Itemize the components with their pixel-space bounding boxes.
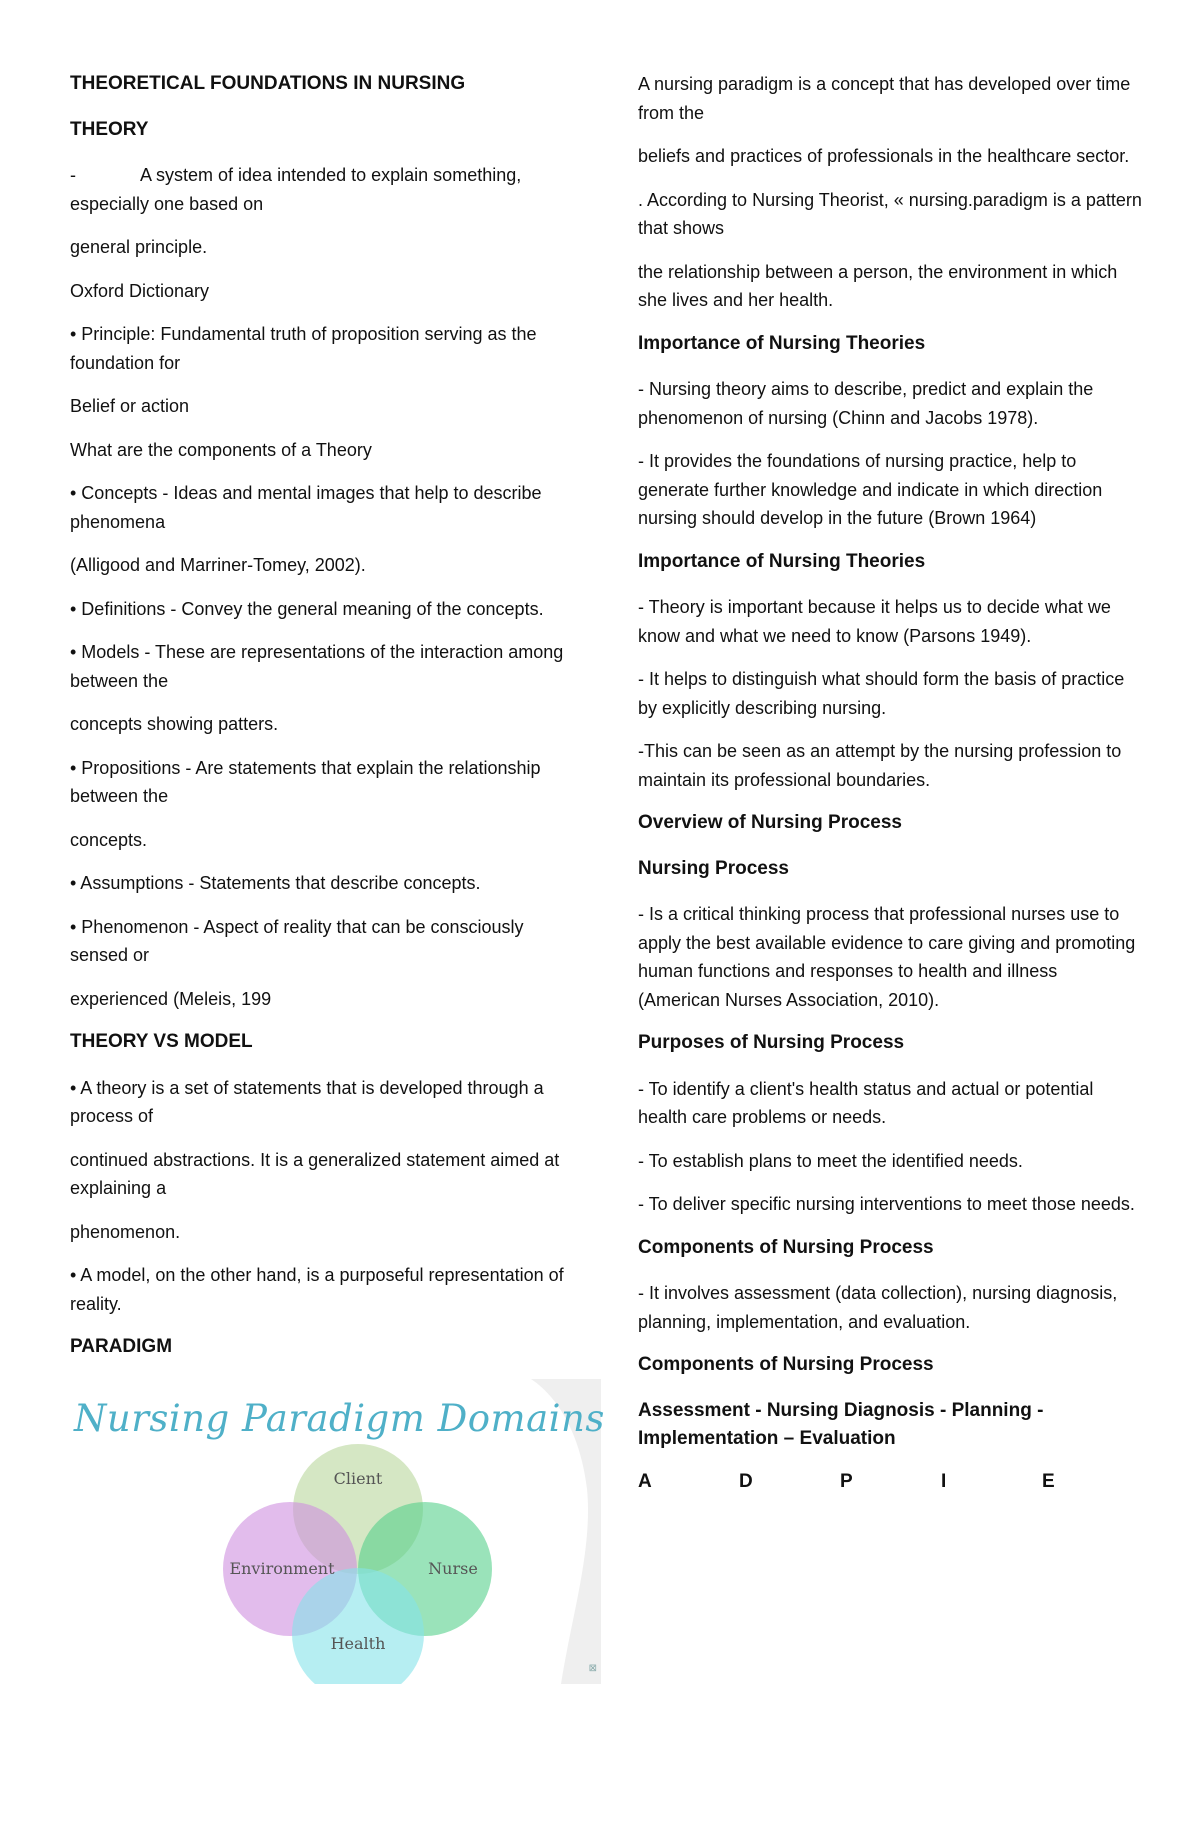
theory-vs-model-heading: THEORY VS MODEL: [70, 1031, 253, 1052]
components-heading-2: Components of Nursing Process: [638, 1354, 934, 1375]
theory-definition-text: A system of idea intended to explain something, especially one based on: [70, 165, 522, 214]
document-title: THEORETICAL FOUNDATIONS IN NURSING: [70, 73, 466, 94]
paragraph-general-principle: general principle.: [70, 237, 208, 257]
paragraph-theorist: . According to Nursing Theorist, « nursing.paradigm is a pattern that shows: [638, 189, 1142, 238]
paragraph-continued: continued abstractions. It is a generalized statement aimed at explaining a: [70, 1149, 560, 1198]
venn-label-health: Health: [330, 1633, 386, 1653]
adpie-row: [638, 1471, 1143, 1493]
paragraph-belief: Belief or action: [70, 396, 190, 416]
paragraph-importance-2: - It provides the foundations of nursing practice, help to generate further knowledge and indicate in which direction nursing should develop in the future (Brown 1964): [638, 451, 1103, 528]
venn-label-environment: Environment: [229, 1558, 335, 1578]
paragraph-nursing-process: - Is a critical thinking process that professional nurses use to apply the best available evidence to care giving and promoting human functions and responses to health and illness (American Nurses Association, 2010).: [638, 904, 1136, 1010]
paradigm-heading: PARADIGM: [70, 1336, 173, 1357]
paragraph-alligood: (Alligood and Marriner-Tomey, 2002).: [70, 555, 366, 575]
paragraph-definitions: • Definitions - Convey the general meaning of the concepts.: [70, 598, 544, 619]
paragraph-purpose-1: - To identify a client's health status and actual or potential health care problems or needs.: [638, 1078, 1094, 1127]
paragraph-purpose-3: - To deliver specific nursing interventions to meet those needs.: [638, 1194, 1135, 1214]
paragraph-paradigm-1: A nursing paradigm is a concept that has developed over time from the: [638, 74, 1131, 123]
adpie-letter: E: [1042, 1470, 1055, 1492]
paragraph-principle: • Principle: Fundamental truth of proposition serving as the foundation for: [70, 324, 537, 373]
purposes-heading: Purposes of Nursing Process: [638, 1032, 905, 1053]
adpie-letter: I: [941, 1470, 947, 1492]
theory-heading: THEORY: [70, 118, 149, 140]
overview-heading: Overview of Nursing Process: [638, 812, 902, 833]
paragraph-model: • A model, on the other hand, is a purposeful representation of reality.: [70, 1265, 564, 1314]
paragraph-experienced: experienced (Meleis, 199: [70, 988, 272, 1009]
nursing-paradigm-figure: [68, 1379, 605, 1684]
paragraph-purpose-2: - To establish plans to meet the identified needs.: [638, 1150, 1023, 1171]
nursing-process-heading: Nursing Process: [638, 857, 789, 879]
paragraph-models: • Models - These are representations of the interaction among between the: [70, 642, 564, 691]
paragraph-relationship: the relationship between a person, the environment in which she lives and her health.: [638, 261, 1118, 310]
paragraph-importance-3: - Theory is important because it helps us to decide what we know and what we need to know (Parsons 1949).: [638, 597, 1111, 646]
paragraph-phenomenon-2: phenomenon.: [70, 1221, 181, 1242]
paragraph-assumptions: • Assumptions - Statements that describe concepts.: [70, 873, 481, 893]
paragraph-concepts-patterns: concepts showing patters.: [70, 714, 279, 734]
process-steps-heading: Assessment - Nursing Diagnosis - Planning - Implementation – Evaluation: [638, 1399, 1044, 1449]
image-badge-icon: ⊠: [588, 1662, 597, 1674]
paragraph-paradigm-2: beliefs and practices of professionals in the healthcare sector.: [638, 146, 1130, 166]
right-column: [638, 70, 1143, 1493]
paragraph-theory-set: • A theory is a set of statements that is developed through a process of: [70, 1077, 544, 1126]
theory-definition: [70, 161, 575, 218]
theory-dash: -: [70, 165, 76, 185]
paragraph-concepts: • Concepts - Ideas and mental images that help to describe phenomena: [70, 483, 542, 532]
paragraph-importance-1: - Nursing theory aims to describe, predict and explain the phenomenon of nursing (Chinn and Jacobs 1978).: [638, 379, 1094, 428]
components-heading-1: Components of Nursing Process: [638, 1236, 934, 1258]
paragraph-oxford: Oxford Dictionary: [70, 280, 210, 301]
venn-diagram: [68, 1379, 601, 1684]
venn-label-nurse: Nurse: [428, 1558, 478, 1578]
paragraph-importance-4: - It helps to distinguish what should form the basis of practice by explicitly describing nursing.: [638, 669, 1125, 718]
venn-label-client: Client: [333, 1468, 383, 1488]
paragraph-components-question: What are the components of a Theory: [70, 439, 372, 460]
adpie-letter: P: [840, 1470, 853, 1492]
paragraph-components: - It involves assessment (data collection), nursing diagnosis, planning, implementation, and evaluation.: [638, 1283, 1118, 1332]
importance-heading-2: Importance of Nursing Theories: [638, 550, 926, 572]
paragraph-importance-5: -This can be seen as an attempt by the nursing profession to maintain its professional boundaries.: [638, 741, 1122, 790]
paragraph-concepts-2: concepts.: [70, 829, 148, 850]
paragraph-phenomenon: • Phenomenon - Aspect of reality that can be consciously sensed or: [70, 916, 524, 965]
adpie-letter: D: [739, 1470, 753, 1492]
adpie-letter: A: [638, 1470, 652, 1492]
paragraph-propositions: • Propositions - Are statements that explain the relationship between the: [70, 757, 541, 806]
left-column: [70, 70, 605, 1684]
figure-title: Nursing Paradigm Domains: [74, 1396, 605, 1440]
importance-heading-1: Importance of Nursing Theories: [638, 332, 926, 354]
